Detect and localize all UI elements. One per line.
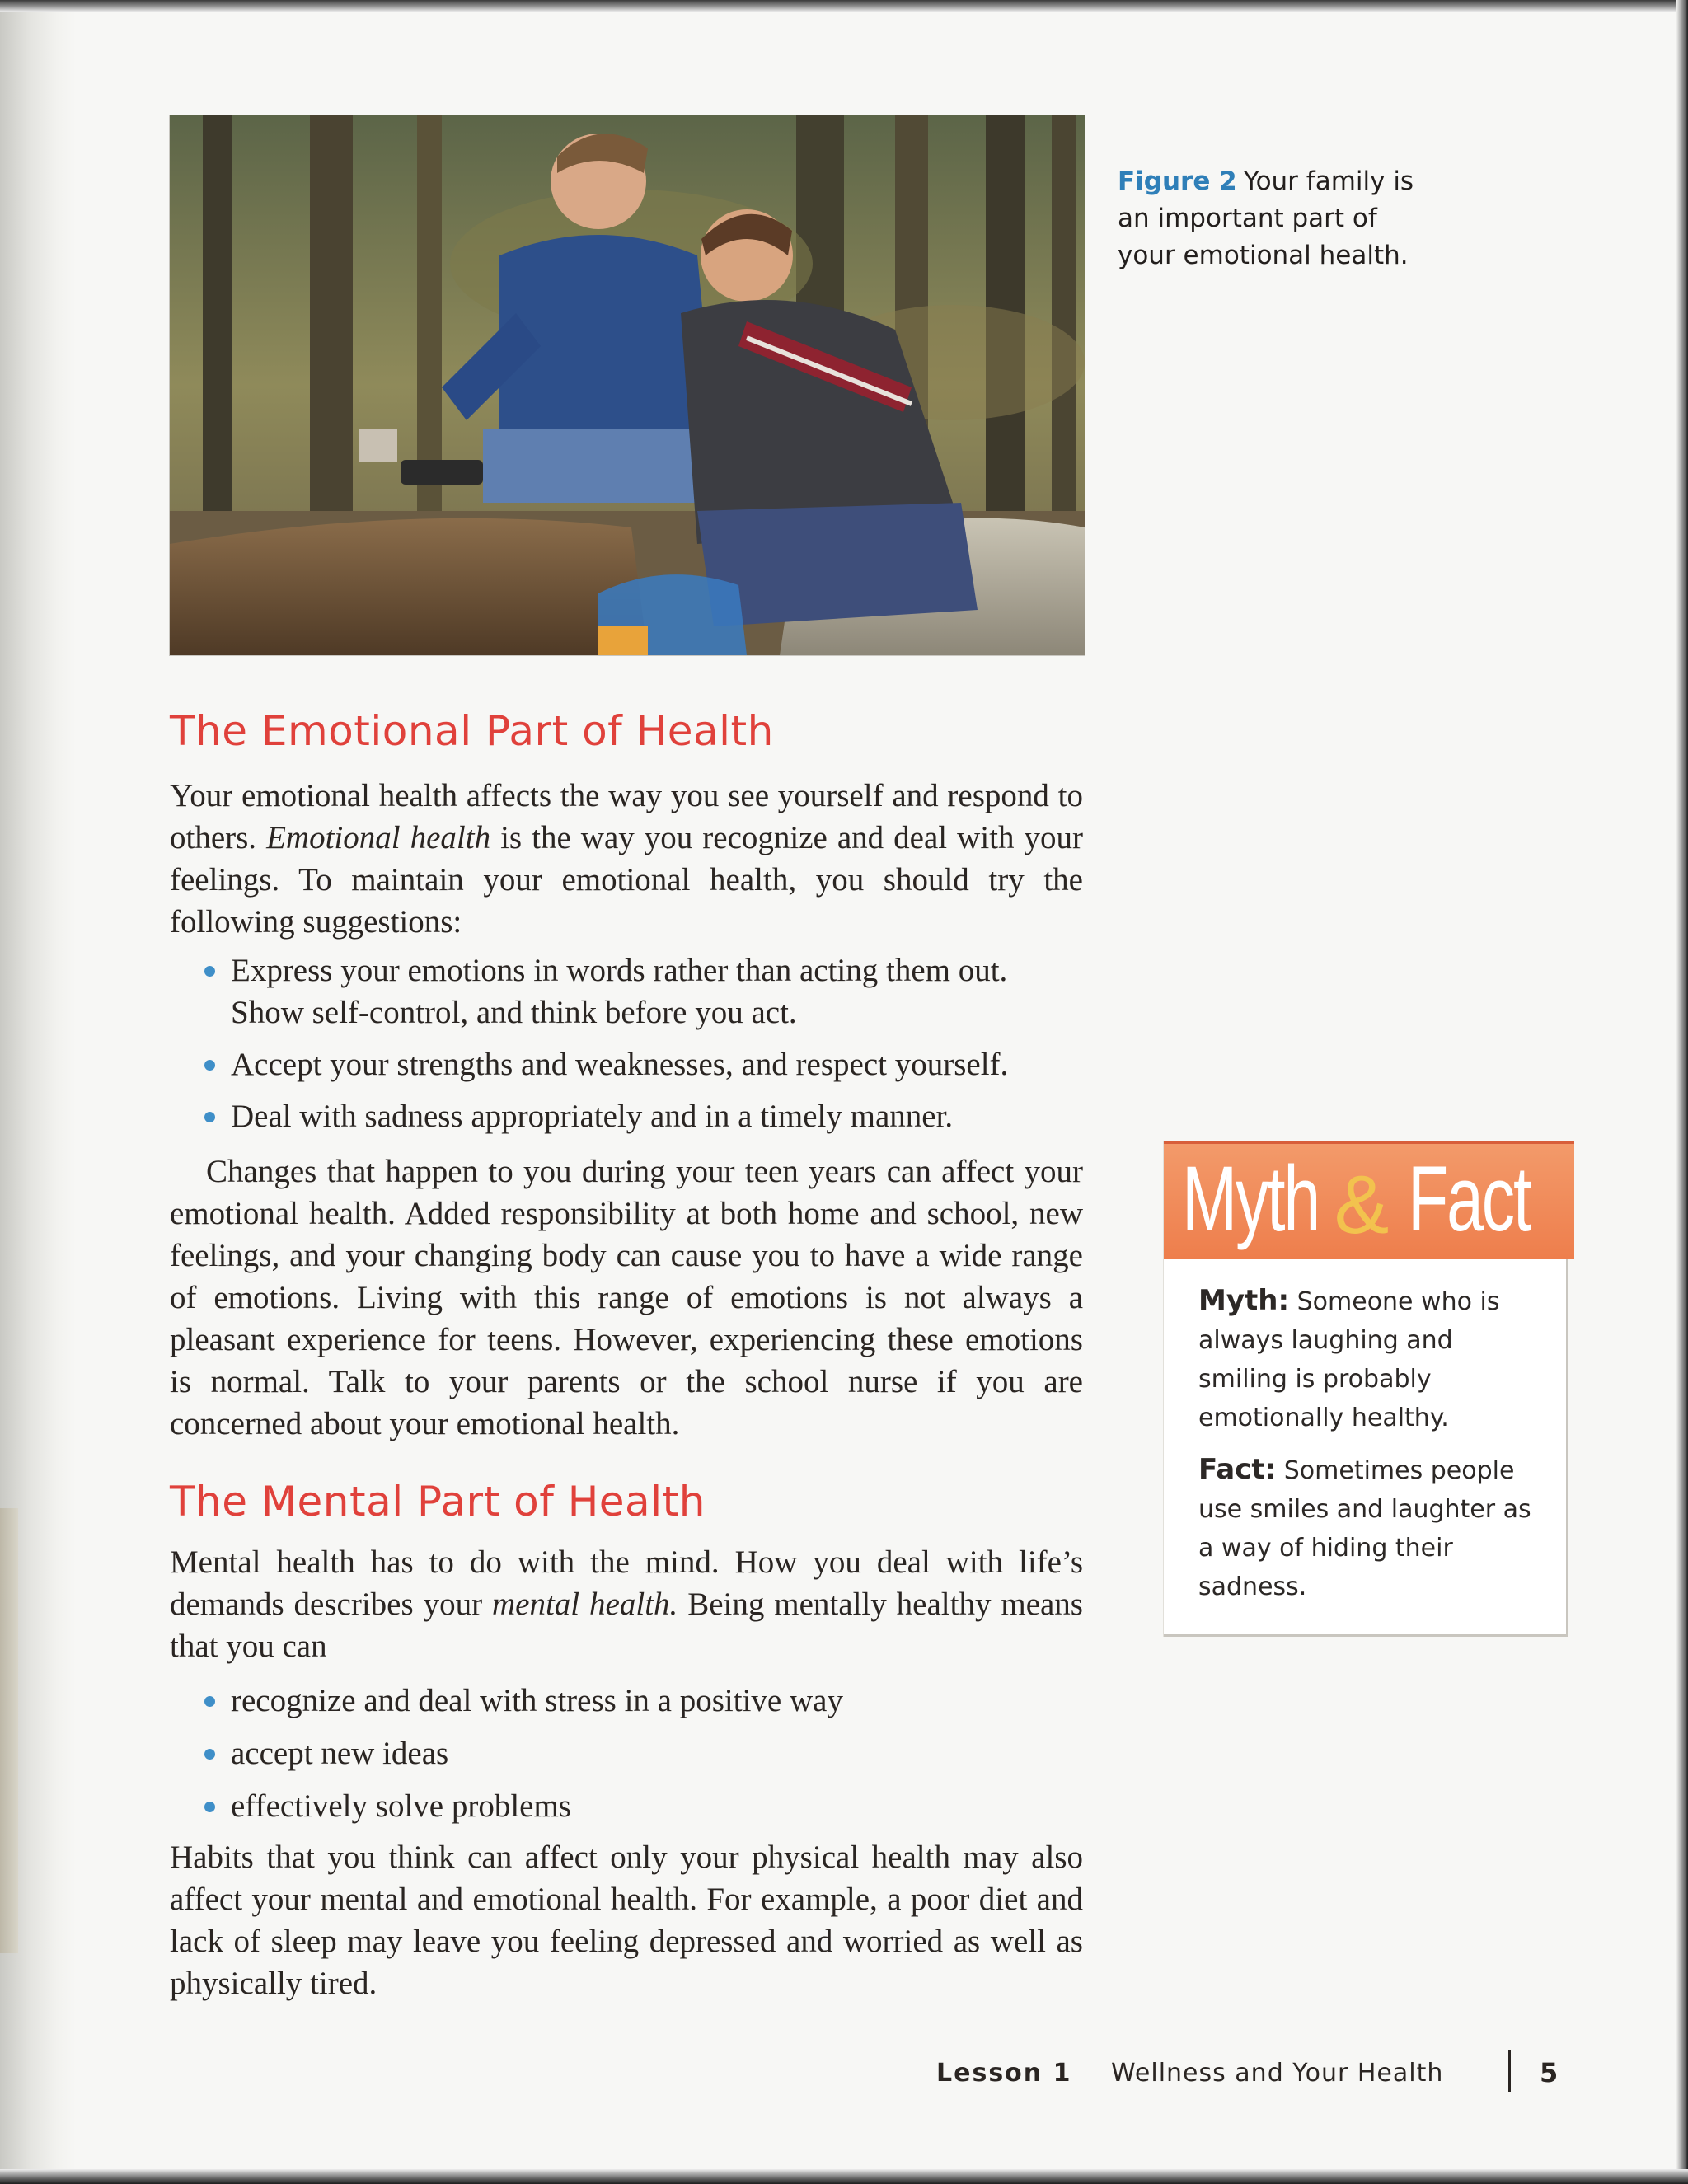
bullet-dot-icon	[204, 1060, 215, 1071]
mental-paragraph-2	[170, 1836, 1083, 2004]
scan-edge-top	[0, 0, 1688, 12]
fact-entry	[1198, 1451, 1536, 1606]
footer-lesson: Lesson 1	[936, 2059, 1072, 2088]
myth-text: Someone who is always laughing and smiling is probably emotionally healthy.	[1198, 1287, 1500, 1432]
list-item	[170, 949, 1083, 1033]
page-number: 5	[1540, 2057, 1559, 2088]
banner-myth-word: Myth	[1182, 1147, 1320, 1250]
family-photo	[170, 115, 1085, 655]
myth-fact-content	[1198, 1282, 1536, 1619]
bullet-dot-icon	[204, 1802, 215, 1812]
bullet-dot-icon	[204, 1696, 215, 1707]
fact-text: Sometimes people use smiles and laughter as a way of hiding their sadness.	[1198, 1456, 1531, 1601]
emotional-intro-after: is the way you recognize and deal with your feelings. To maintain your emotional health, you should try the following suggestions:	[170, 820, 1083, 940]
emotional-paragraph-2-text: Changes that happen to you during your teen years can affect your emotional health. Added responsibility at both home and school, new feelings, and your changing body can cause you to have a wide range of emotions. Living with this range of emotions is not always a pleasant experience for teens. However, experiencing these emotions is normal. Talk to your parents or the school nurse if you are concerned about your emotional health.	[170, 1154, 1083, 1441]
emotional-bullet-list	[170, 949, 1083, 1137]
mental-bullet-list	[170, 1680, 1083, 1827]
bullet-dot-icon	[204, 1749, 215, 1760]
figure-caption-text: Your family is an important part of your emotional health.	[1118, 166, 1414, 270]
list-item	[170, 1732, 1083, 1774]
term-mental-health: mental health.	[491, 1586, 678, 1622]
figure-caption	[1118, 163, 1414, 274]
bullet-dot-icon	[204, 966, 215, 977]
photo-illustration	[170, 115, 1085, 655]
mental-intro-before: Mental health has to do with the mind. How you deal with life’s demands describes your	[170, 1544, 1083, 1622]
myth-label: Myth:	[1198, 1284, 1290, 1317]
footer-divider	[1508, 2050, 1511, 2092]
emotional-intro-before: Your emotional health affects the way you see yourself and respond to others.	[170, 778, 1083, 855]
section-heading-mental: The Mental Part of Health	[170, 1478, 706, 1526]
emotional-intro-paragraph	[170, 775, 1083, 943]
myth-fact-sidebar	[1164, 1141, 1568, 1637]
footer-lesson-title: Wellness and Your Health	[1111, 2059, 1444, 2088]
scan-edge-right	[1676, 0, 1688, 2184]
banner-ampersand: &	[1334, 1159, 1390, 1251]
bullet-dot-icon	[204, 1112, 215, 1122]
bullet-text: effectively solve problems	[231, 1788, 571, 1824]
page-edge-strip	[0, 1508, 18, 1953]
list-item	[170, 1095, 1083, 1137]
myth-fact-banner	[1164, 1141, 1574, 1259]
myth-entry	[1198, 1282, 1536, 1437]
figure-label: Figure 2	[1118, 166, 1237, 196]
page-footer	[936, 2050, 1563, 2097]
term-emotional-health: Emotional health	[266, 820, 491, 855]
bullet-text: Express your emotions in words rather than acting them out. Show self-control, and think before you act.	[231, 953, 1008, 1030]
bullet-text: recognize and deal with stress in a positive way	[231, 1683, 843, 1718]
bullet-text: accept new ideas	[231, 1736, 449, 1771]
scan-edge-bottom	[0, 2169, 1688, 2184]
section-heading-emotional: The Emotional Part of Health	[170, 707, 774, 755]
banner-fact-word: Fact	[1408, 1147, 1531, 1250]
list-item	[170, 1785, 1083, 1827]
list-item	[170, 1680, 1083, 1722]
fact-label: Fact:	[1198, 1453, 1277, 1486]
bullet-text: Accept your strengths and weaknesses, and respect yourself.	[231, 1047, 1009, 1082]
mental-paragraph-2-text: Habits that you think can affect only your physical health may also affect your mental and emotional health. For example, a poor diet and lack of sleep may leave you feeling depressed and worried as well as physically tired.	[170, 1840, 1083, 2001]
emotional-paragraph-2	[170, 1151, 1083, 1445]
list-item	[170, 1043, 1083, 1085]
bullet-text: Deal with sadness appropriately and in a timely manner.	[231, 1099, 954, 1134]
mental-intro-paragraph	[170, 1541, 1083, 1667]
mental-intro-after: Being mentally healthy means that you can	[170, 1586, 1083, 1664]
